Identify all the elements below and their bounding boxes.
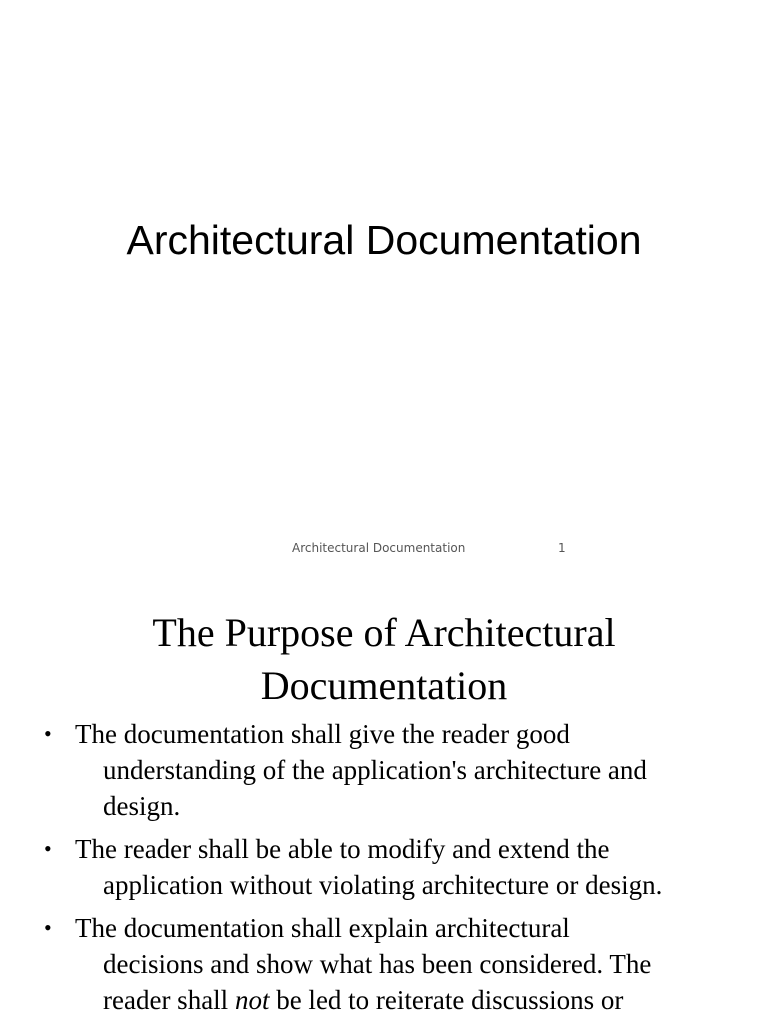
bullet-text-line: The reader shall be able to modify and extend the (75, 834, 610, 864)
purpose-slide (0, 576, 768, 1024)
text-segment: be led to reiterate discussions or (269, 985, 624, 1015)
list-item (0, 910, 768, 1018)
bullet-text-line (75, 982, 728, 1018)
slide-page-number: 1 (558, 541, 566, 555)
slide-title-line: The Purpose of Architectural (152, 610, 616, 655)
bullet-icon: • (44, 915, 52, 940)
list-item (0, 831, 768, 903)
bullet-text-line: The documentation shall give the reader good (75, 719, 570, 749)
slide-title-line: Documentation (260, 663, 508, 708)
list-item (0, 716, 768, 824)
slide-title (0, 606, 768, 712)
bullet-text-line: design. (103, 791, 181, 821)
bullet-text-line: The documentation shall explain architectural (75, 913, 570, 943)
bullet-list (0, 716, 768, 1025)
slide-footer-text: Architectural Documentation (292, 541, 466, 555)
bullet-text-line: application without violating architecture or design. (103, 870, 663, 900)
bullet-icon: • (44, 721, 52, 746)
text-segment: reader shall (103, 985, 235, 1015)
bullet-icon: • (44, 836, 52, 861)
slide-title: Architectural Documentation (126, 217, 642, 263)
bullet-text-line: decisions and show what has been considered. The (103, 949, 652, 979)
emphasis-text: not (234, 985, 270, 1015)
bullet-text-line: understanding of the application's architecture and (103, 755, 647, 785)
